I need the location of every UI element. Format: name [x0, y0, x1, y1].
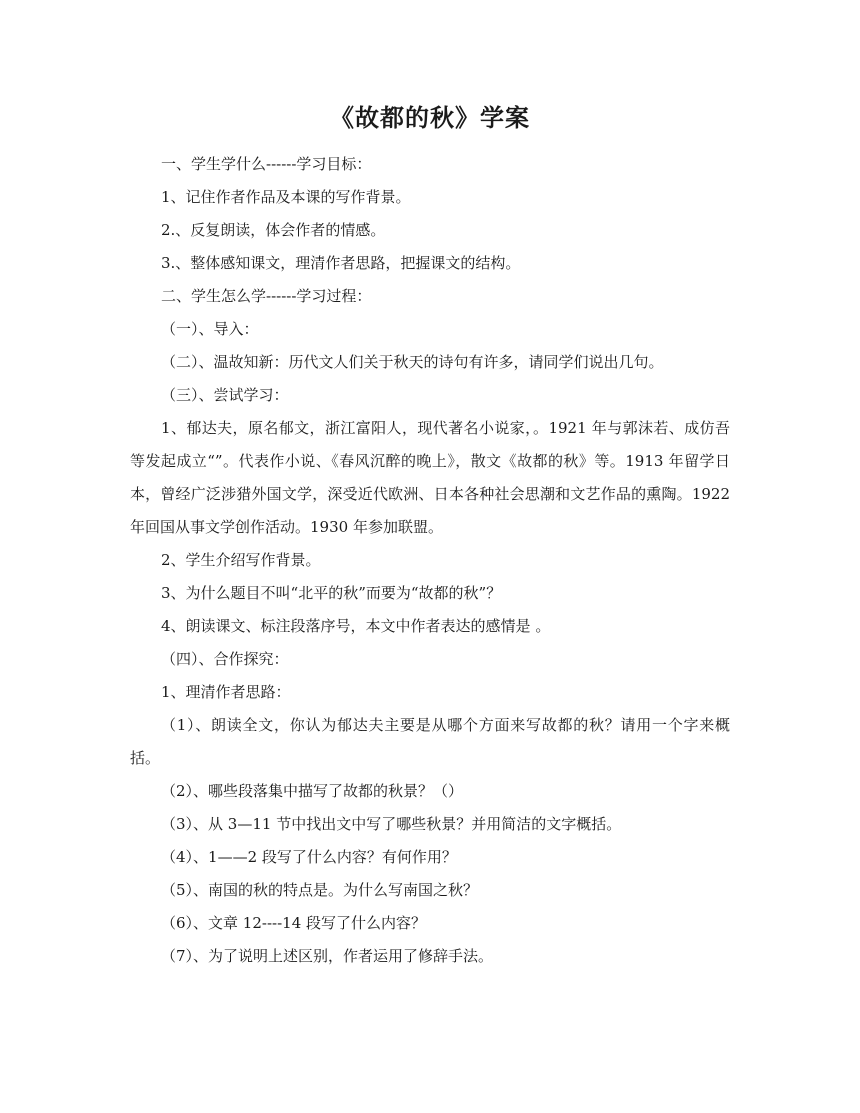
section-heading-goals: 一、学生学什么------学习目标：	[161, 155, 372, 173]
question-item: （6）、文章 12----14 段写了什么内容？	[161, 914, 427, 932]
question-item: 2、学生介绍写作背景。	[161, 551, 321, 569]
section-heading-process: 二、学生怎么学------学习过程：	[161, 287, 372, 305]
question-item: 4、朗读课文、标注段落序号，本文中作者表达的感情是 。	[161, 617, 551, 635]
subsection-heading: （一）、导入：	[161, 320, 259, 338]
question-item: （3）、从 3—11 节中找出文中写了哪些秋景？并用简洁的文字概括。	[161, 815, 622, 833]
goal-item: 2.、反复朗读，体会作者的情感。	[161, 221, 386, 239]
question-item: 1、理清作者思路：	[161, 683, 291, 701]
document-body	[130, 148, 730, 973]
question-item: （2）、哪些段落集中描写了故都的秋景？（）	[161, 782, 464, 800]
question-item: 3、为什么题目不叫“北平的秋”而要为“故都的秋”？	[161, 584, 502, 602]
goal-item: 1、记住作者作品及本课的写作背景。	[161, 188, 411, 206]
question-paragraph: （1）、朗读全文，你认为郁达夫主要是从哪个方面来写故都的秋？请用一个字来概括。	[130, 716, 730, 767]
question-item: （5）、南国的秋的特点是。为什么写南国之秋？	[161, 881, 479, 899]
question-item: （7）、为了说明上述区别，作者运用了修辞手法。	[161, 947, 494, 965]
question-item: （4）、1——2 段写了什么内容？有何作用？	[161, 848, 457, 866]
goal-item: 3.、整体感知课文，理清作者思路，把握课文的结构。	[161, 254, 521, 272]
subsection-heading: （四）、合作探究：	[161, 650, 289, 668]
author-paragraph: 1、郁达夫，原名郁文，浙江富阳人，现代著名小说家，。1921 年与郭沫若、成仿吾等发起成立“”。代表作小说、《春风沉醉的晚上》，散文《故都的秋》等。1913 年留学日本，曾经广泛涉猎外国文学，深受近代欧洲、日本各种社会思潮和文艺作品的熏陶。1922 年回国从事文学创作活动。1930 年参加联盟。	[130, 419, 730, 536]
subsection-heading: （三）、尝试学习：	[161, 386, 289, 404]
document-title: 《故都的秋》学案	[330, 103, 530, 132]
subsection-heading: （二）、温故知新：历代文人们关于秋天的诗句有许多，请同学们说出几句。	[161, 353, 664, 371]
